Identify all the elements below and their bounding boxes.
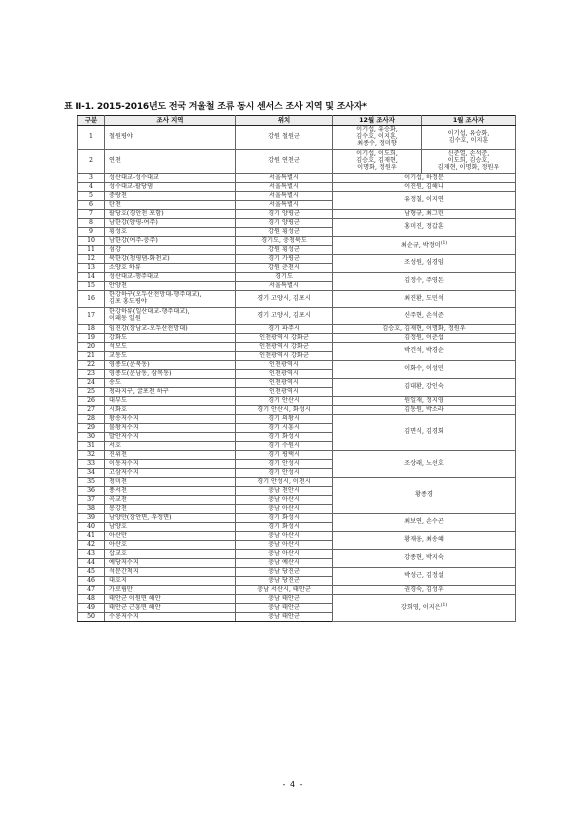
row-number: 27 xyxy=(78,406,105,415)
surveyors-cell xyxy=(333,550,516,568)
surveyor-names: 김면식, 김경회 xyxy=(404,428,444,436)
table-row xyxy=(78,361,516,370)
survey-location: 예당저수지 xyxy=(105,559,236,568)
survey-location: 대호지 xyxy=(105,577,236,586)
survey-location: 서호 xyxy=(105,442,236,451)
table-row xyxy=(78,514,516,523)
surveyors-cell xyxy=(333,255,516,273)
survey-position: 경기 안산시 xyxy=(236,397,333,406)
survey-position: 충남 아산시 xyxy=(236,541,333,550)
table-row xyxy=(78,586,516,595)
table-row xyxy=(78,183,516,192)
surveyors-cell xyxy=(333,237,516,255)
row-number: 32 xyxy=(78,451,105,460)
row-number: 33 xyxy=(78,460,105,469)
survey-position: 강원 연천군 xyxy=(236,150,333,174)
survey-location: 중랑천 xyxy=(105,192,236,201)
survey-location: 남양호 xyxy=(105,523,236,532)
survey-location: 연천 xyxy=(105,150,236,174)
table-row xyxy=(78,126,516,150)
header-jan-surveyor: 1월 조사자 xyxy=(422,116,516,126)
survey-location: 섬강 xyxy=(105,246,236,255)
row-number: 36 xyxy=(78,487,105,496)
surveyor-names: 최진환, 도민석 xyxy=(404,294,444,302)
surveyors-cell xyxy=(333,343,516,361)
survey-location: 청미천 xyxy=(105,478,236,487)
survey-position: 경기 안산시, 화성시 xyxy=(236,406,333,415)
survey-position: 충남 아산시 xyxy=(236,532,333,541)
survey-location: 남한강(양평-여주) xyxy=(105,219,236,228)
row-number: 30 xyxy=(78,433,105,442)
survey-location: 성산대교-성수대교 xyxy=(105,174,236,183)
row-number: 11 xyxy=(78,246,105,255)
table-row xyxy=(78,255,516,264)
table-row xyxy=(78,595,516,604)
table-row xyxy=(78,334,516,343)
row-number: 25 xyxy=(78,388,105,397)
survey-position: 경기 고양시, 김포시 xyxy=(236,308,333,325)
survey-location: 진위천 xyxy=(105,451,236,460)
surveyor-names: 박건석, 박경순 xyxy=(404,347,444,355)
row-number: 5 xyxy=(78,192,105,201)
survey-location: 송도 xyxy=(105,379,236,388)
row-number: 22 xyxy=(78,361,105,370)
survey-position: 강원 철원군 xyxy=(236,126,333,150)
surveyor-names: 조성원, 심경임 xyxy=(404,259,444,267)
census-table xyxy=(77,115,516,622)
survey-position: 경기 안성시 xyxy=(236,469,333,478)
survey-position: 경기 안성시 xyxy=(236,460,333,469)
page-number: - 4 - xyxy=(282,780,304,789)
survey-location: 왕송저수지 xyxy=(105,415,236,424)
survey-location: 철원평야 xyxy=(105,126,236,150)
survey-location: 남양만(장안면, 우정면) xyxy=(105,514,236,523)
row-number: 7 xyxy=(78,210,105,219)
survey-location: 석모도 xyxy=(105,343,236,352)
survey-position: 경기 양평군 xyxy=(236,210,333,219)
surveyor-names: 박성근, 김정설 xyxy=(404,572,444,580)
survey-position: 강원 춘천시 xyxy=(236,264,333,273)
row-number: 45 xyxy=(78,568,105,577)
surveyor-names: 이화수, 이성민 xyxy=(404,365,444,373)
row-number: 39 xyxy=(78,514,105,523)
table-row xyxy=(78,325,516,334)
row-number: 50 xyxy=(78,613,105,622)
row-number: 24 xyxy=(78,379,105,388)
row-number: 46 xyxy=(78,577,105,586)
row-number: 29 xyxy=(78,424,105,433)
survey-position: 경기 파주시 xyxy=(236,325,333,334)
row-number: 40 xyxy=(78,523,105,532)
survey-position: 경기 안성시, 이천시 xyxy=(236,478,333,487)
table-row xyxy=(78,568,516,577)
survey-location: 석문간척지 xyxy=(105,568,236,577)
surveyors-cell xyxy=(333,273,516,291)
surveyor-names: 이기섭, 하정문 xyxy=(404,173,444,181)
survey-location: 시화호 xyxy=(105,406,236,415)
row-number: 15 xyxy=(78,282,105,291)
survey-position: 인천광역시 xyxy=(236,388,333,397)
survey-position: 강원 횡성군 xyxy=(236,246,333,255)
surveyor-names: 남형규, 최그린 xyxy=(404,209,444,217)
survey-location: 풍서천 xyxy=(105,487,236,496)
survey-position: 경기 수원시 xyxy=(236,442,333,451)
survey-location: 팔당호(경안천 포함) xyxy=(105,210,236,219)
row-number: 8 xyxy=(78,219,105,228)
survey-location: 수룡저수지 xyxy=(105,613,236,622)
surveyors-cell xyxy=(333,595,516,622)
row-number: 21 xyxy=(78,352,105,361)
survey-location: 이동저수지 xyxy=(105,460,236,469)
row-number: 10 xyxy=(78,237,105,246)
surveyors-cell xyxy=(333,361,516,379)
survey-position: 충남 태안군 xyxy=(236,613,333,622)
survey-position: 경기도 xyxy=(236,273,333,282)
table-row xyxy=(78,451,516,460)
january-surveyors: 신준열, 손석준, 이도희, 김승호, 김재현, 이명화, 정원우 xyxy=(422,150,516,174)
survey-location: 대부도 xyxy=(105,397,236,406)
surveyors-cell xyxy=(333,219,516,237)
survey-location: 한강하류(일산대교-행주대교), 이패동 일원 xyxy=(105,308,236,325)
survey-location: 삽교호 xyxy=(105,550,236,559)
december-surveyors: 이기섭, 유승화, 김수호, 이지훈, 최종수, 정미향 xyxy=(333,126,422,150)
header-position: 위치 xyxy=(236,116,333,126)
survey-location: 탄천 xyxy=(105,201,236,210)
survey-location: 북한강(청평댐-화천교) xyxy=(105,255,236,264)
survey-location: 가로림만 xyxy=(105,586,236,595)
surveyors-cell xyxy=(333,586,516,595)
table-row xyxy=(78,210,516,219)
table-row xyxy=(78,379,516,388)
survey-position: 경기 가평군 xyxy=(236,255,333,264)
row-number: 48 xyxy=(78,595,105,604)
table-row xyxy=(78,237,516,246)
survey-location: 소양호 하류 xyxy=(105,264,236,273)
surveyor-names: 조상래, 노선호 xyxy=(404,459,444,467)
table-title: 표 Ⅱ-1. 2015-2016년도 전국 겨울철 조류 동시 센서스 조사 지역 및 조사자* xyxy=(64,102,367,112)
survey-position: 서울특별시 xyxy=(236,174,333,183)
row-number: 13 xyxy=(78,264,105,273)
survey-position: 충남 아산시 xyxy=(236,496,333,505)
survey-position: 인천광역시 xyxy=(236,379,333,388)
row-number: 12 xyxy=(78,255,105,264)
surveyor-names: 김정수, 주영돈 xyxy=(404,277,444,285)
survey-location: 임진강(장남교-오두산전망대) xyxy=(105,325,236,334)
survey-location: 교동도 xyxy=(105,352,236,361)
table-row xyxy=(78,406,516,415)
survey-position: 인천광역시 강화군 xyxy=(236,334,333,343)
table-row xyxy=(78,273,516,282)
survey-position: 서울특별시 xyxy=(236,282,333,291)
december-surveyors: 이기섭, 이도희, 김승호, 김재현, 이명화, 정원우 xyxy=(333,150,422,174)
table-row xyxy=(78,397,516,406)
row-number: 26 xyxy=(78,397,105,406)
row-number: 23 xyxy=(78,370,105,379)
surveyor-names: 권경숙, 김성우 xyxy=(404,585,444,593)
surveyors-cell xyxy=(333,308,516,325)
row-number: 47 xyxy=(78,586,105,595)
surveyor-names: 이진원, 김해니 xyxy=(404,182,444,190)
surveyors-cell xyxy=(333,334,516,343)
surveyors-cell xyxy=(333,532,516,550)
survey-location: 영종도(운남동, 삼목동) xyxy=(105,370,236,379)
table-row xyxy=(78,343,516,352)
row-number: 1 xyxy=(78,126,105,150)
row-number: 44 xyxy=(78,559,105,568)
table-row xyxy=(78,192,516,201)
row-number: 35 xyxy=(78,478,105,487)
surveyor-names: 최순규, 박정미 xyxy=(400,241,441,249)
table-row xyxy=(78,308,516,325)
footnote-marker: (1) xyxy=(440,603,448,609)
survey-position: 경기 화성시 xyxy=(236,514,333,523)
row-number: 17 xyxy=(78,308,105,325)
row-number: 37 xyxy=(78,496,105,505)
survey-position: 인천광역시 강화군 xyxy=(236,352,333,361)
surveyor-names: 김대환, 강인숙 xyxy=(404,383,444,391)
surveyor-names: 원일재, 정지영 xyxy=(404,396,444,404)
survey-location: 영종도(운북동) xyxy=(105,361,236,370)
row-number: 19 xyxy=(78,334,105,343)
header-dec-surveyor: 12월 조사자 xyxy=(333,116,422,126)
row-number: 4 xyxy=(78,183,105,192)
table-row xyxy=(78,150,516,174)
survey-location: 물왕저수지 xyxy=(105,424,236,433)
row-number: 31 xyxy=(78,442,105,451)
surveyors-cell xyxy=(333,478,516,514)
header-location: 조사 지역 xyxy=(105,116,236,126)
survey-location: 강화도 xyxy=(105,334,236,343)
surveyors-cell xyxy=(333,397,516,406)
surveyors-cell xyxy=(333,415,516,451)
surveyors-cell xyxy=(333,451,516,478)
survey-location: 청라지구, 굴포천 하구 xyxy=(105,388,236,397)
row-number: 41 xyxy=(78,532,105,541)
footnote-marker: (1) xyxy=(440,240,448,246)
row-number: 3 xyxy=(78,174,105,183)
surveyors-cell xyxy=(333,514,516,532)
surveyors-cell xyxy=(333,291,516,308)
survey-position: 경기 고양시, 김포시 xyxy=(236,291,333,308)
survey-position: 경기 양평군 xyxy=(236,219,333,228)
row-number: 28 xyxy=(78,415,105,424)
surveyor-names: 황재웅, 최송혜 xyxy=(404,536,444,544)
survey-position: 서울특별시 xyxy=(236,192,333,201)
survey-position: 강원 횡성군 xyxy=(236,228,333,237)
row-number: 2 xyxy=(78,150,105,174)
header-no: 구분 xyxy=(78,116,105,126)
survey-location: 남한강(여주-충주) xyxy=(105,237,236,246)
surveyors-cell xyxy=(333,183,516,192)
table-row xyxy=(78,478,516,487)
surveyor-names: 김동원, 박소라 xyxy=(404,405,444,413)
survey-location: 발안저수지 xyxy=(105,433,236,442)
survey-position: 충남 당진군 xyxy=(236,577,333,586)
table-row xyxy=(78,291,516,308)
surveyors-cell xyxy=(333,379,516,397)
survey-location: 아산만 xyxy=(105,532,236,541)
surveyors-cell xyxy=(333,210,516,219)
surveyor-names: 김정원, 이춘섭 xyxy=(404,333,444,341)
surveyor-names: 강희영, 이지은 xyxy=(400,604,441,612)
table-header-row xyxy=(78,116,516,126)
survey-location: 한강하구(오두산전망대-행주대교), 김포 홍도평야 xyxy=(105,291,236,308)
row-number: 18 xyxy=(78,325,105,334)
survey-position: 충남 당진군 xyxy=(236,568,333,577)
survey-position: 경기 화성시 xyxy=(236,523,333,532)
survey-position: 경기도, 충청북도 xyxy=(236,237,333,246)
surveyors-cell xyxy=(333,192,516,210)
row-number: 38 xyxy=(78,505,105,514)
surveyor-names: 황종경 xyxy=(415,491,433,499)
survey-position: 충남 아산시 xyxy=(236,505,333,514)
surveyors-cell xyxy=(333,406,516,415)
survey-position: 서울특별시 xyxy=(236,183,333,192)
survey-position: 경기 의왕시 xyxy=(236,415,333,424)
table-body xyxy=(78,126,516,622)
surveyor-names: 최보연, 손수곤 xyxy=(404,518,444,526)
survey-location: 횡성호 xyxy=(105,228,236,237)
surveyor-names: 김승호, 김재현, 이명화, 정원우 xyxy=(382,324,466,332)
row-number: 43 xyxy=(78,550,105,559)
row-number: 9 xyxy=(78,228,105,237)
survey-position: 경기 시흥시 xyxy=(236,424,333,433)
table-row xyxy=(78,219,516,228)
survey-position: 충남 태안군 xyxy=(236,604,333,613)
surveyor-names: 강종현, 박지숙 xyxy=(404,554,444,562)
row-number: 14 xyxy=(78,273,105,282)
survey-position: 충남 서산시, 태안군 xyxy=(236,586,333,595)
table-row xyxy=(78,174,516,183)
survey-location: 곡교천 xyxy=(105,496,236,505)
row-number: 6 xyxy=(78,201,105,210)
survey-position: 충남 천안시 xyxy=(236,487,333,496)
surveyor-names: 신주현, 손석준 xyxy=(404,311,444,319)
survey-position: 경기 화성시 xyxy=(236,433,333,442)
survey-position: 경기 평택시 xyxy=(236,451,333,460)
survey-position: 충남 예산시 xyxy=(236,559,333,568)
row-number: 49 xyxy=(78,604,105,613)
table-row xyxy=(78,415,516,424)
survey-position: 인천광역시 강화군 xyxy=(236,343,333,352)
survey-location: 성산대교-행주대교 xyxy=(105,273,236,282)
surveyors-cell xyxy=(333,174,516,183)
survey-location: 성수대교-팔당댐 xyxy=(105,183,236,192)
survey-location: 안양천 xyxy=(105,282,236,291)
survey-location: 아산호 xyxy=(105,541,236,550)
january-surveyors: 이기섭, 유승화, 김수호, 이지훈 xyxy=(422,126,516,150)
survey-location: 태안군 근흥면 해안 xyxy=(105,604,236,613)
survey-position: 충남 아산시 xyxy=(236,550,333,559)
survey-location: 봉강천 xyxy=(105,505,236,514)
survey-position: 인천광역시 xyxy=(236,361,333,370)
row-number: 16 xyxy=(78,291,105,308)
survey-location: 고삼저수지 xyxy=(105,469,236,478)
surveyor-names: 홍미진, 정갑훈 xyxy=(404,223,444,231)
row-number: 34 xyxy=(78,469,105,478)
surveyors-cell xyxy=(333,568,516,586)
survey-position: 서울특별시 xyxy=(236,201,333,210)
row-number: 42 xyxy=(78,541,105,550)
table-row xyxy=(78,550,516,559)
surveyors-cell xyxy=(333,325,516,334)
survey-location: 태안군 이원면 해안 xyxy=(105,595,236,604)
surveyor-names: 유정칠, 이지연 xyxy=(404,196,444,204)
table-row xyxy=(78,532,516,541)
row-number: 20 xyxy=(78,343,105,352)
survey-position: 인천광역시 xyxy=(236,370,333,379)
survey-position: 충남 태안군 xyxy=(236,595,333,604)
